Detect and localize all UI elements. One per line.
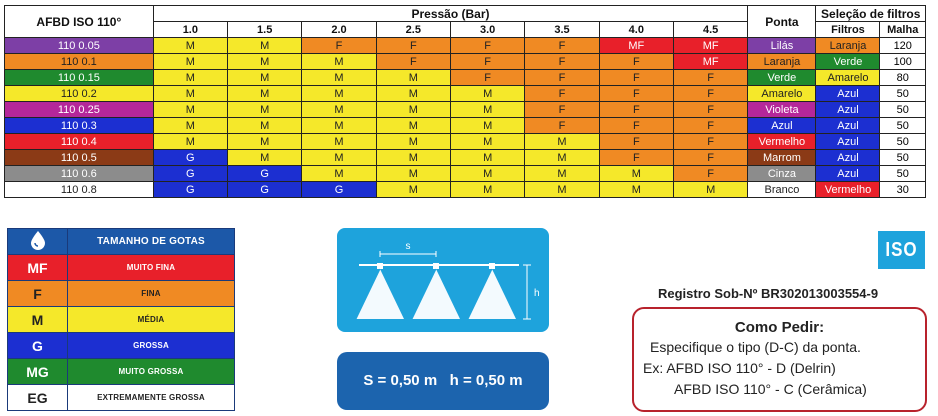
tip-color-cell: Verde <box>748 70 816 86</box>
droplet-size-cell: F <box>599 134 673 150</box>
legend-row <box>8 307 235 333</box>
tip-color-cell: Laranja <box>748 54 816 70</box>
table-row <box>5 150 926 166</box>
iso-logo <box>878 231 925 269</box>
how-to-order-line: AFBD ISO 110° - C (Cerâmica) <box>674 381 867 397</box>
filter-cell: Azul <box>816 86 880 102</box>
droplet-size-cell: F <box>525 70 599 86</box>
droplet-size-cell: M <box>450 102 524 118</box>
droplet-size-cell: F <box>599 86 673 102</box>
droplet-size-cell: M <box>228 54 302 70</box>
droplet-size-cell: F <box>376 54 450 70</box>
droplet-size-cell: F <box>450 70 524 86</box>
filter-cell: Verde <box>816 54 880 70</box>
tip-color-cell: Vermelho <box>748 134 816 150</box>
droplet-size-cell: M <box>525 150 599 166</box>
table-row <box>5 182 926 198</box>
droplet-size-cell: MF <box>599 38 673 54</box>
legend-icon-cell <box>8 229 68 255</box>
legend-label: GROSSA <box>68 333 235 359</box>
tip-color-cell: Amarelo <box>748 86 816 102</box>
tip-color-cell: Violeta <box>748 102 816 118</box>
filter-cell: Amarelo <box>816 70 880 86</box>
legend-row <box>8 281 235 307</box>
table-row <box>5 54 926 70</box>
model-cell: 110 0.8 <box>5 182 154 198</box>
droplet-size-cell: M <box>302 54 376 70</box>
tip-color-cell: Lilás <box>748 38 816 54</box>
droplet-size-cell: M <box>228 134 302 150</box>
legend-code: MF <box>8 255 68 281</box>
droplet-size-cell: F <box>525 86 599 102</box>
legend-code: M <box>8 307 68 333</box>
droplet-size-cell: M <box>228 102 302 118</box>
droplet-size-cell: F <box>673 70 747 86</box>
how-to-order-box <box>632 307 927 412</box>
droplet-size-cell: M <box>153 86 227 102</box>
table-row <box>5 102 926 118</box>
tip-color-cell: Cinza <box>748 166 816 182</box>
table-row <box>5 86 926 102</box>
droplet-size-cell: M <box>450 150 524 166</box>
droplet-size-cell: M <box>153 102 227 118</box>
droplet-size-cell: M <box>376 86 450 102</box>
legend-label: MUITO GROSSA <box>68 359 235 385</box>
pressure-col-header: 4.0 <box>599 22 673 38</box>
droplet-size-cell: MF <box>673 54 747 70</box>
droplet-size-cell: M <box>153 38 227 54</box>
mesh-cell: 50 <box>880 134 926 150</box>
droplet-size-cell: M <box>376 70 450 86</box>
legend-row <box>8 385 235 411</box>
droplet-size-cell: M <box>153 118 227 134</box>
droplet-icon <box>27 229 49 251</box>
model-cell: 110 0.4 <box>5 134 154 150</box>
droplet-size-cell: F <box>525 102 599 118</box>
droplet-size-cell: F <box>673 86 747 102</box>
pressure-col-header: 3.5 <box>525 22 599 38</box>
mesh-cell: 120 <box>880 38 926 54</box>
model-cell: 110 0.6 <box>5 166 154 182</box>
droplet-size-cell: F <box>525 118 599 134</box>
filters-col-header: Filtros <box>816 22 880 38</box>
droplet-size-cell: M <box>450 182 524 198</box>
model-cell: 110 0.25 <box>5 102 154 118</box>
mesh-cell: 80 <box>880 70 926 86</box>
droplet-size-cell: M <box>228 86 302 102</box>
droplet-size-cell: F <box>599 150 673 166</box>
droplet-size-cell: MF <box>673 38 747 54</box>
mesh-col-header: Malha <box>880 22 926 38</box>
droplet-size-cell: G <box>228 166 302 182</box>
droplet-size-cell: M <box>376 150 450 166</box>
filter-cell: Azul <box>816 166 880 182</box>
droplet-size-cell: M <box>599 166 673 182</box>
droplet-size-cell: M <box>525 166 599 182</box>
droplet-size-cell: M <box>302 150 376 166</box>
spacing-diagram <box>337 228 549 332</box>
droplet-size-cell: F <box>599 102 673 118</box>
mesh-cell: 50 <box>880 102 926 118</box>
mesh-cell: 50 <box>880 150 926 166</box>
filter-cell: Azul <box>816 118 880 134</box>
legend-label: MUITO FINA <box>68 255 235 281</box>
spray-tip-table <box>4 5 926 198</box>
table-row <box>5 166 926 182</box>
droplet-size-cell: M <box>302 70 376 86</box>
filter-cell: Laranja <box>816 38 880 54</box>
droplet-size-cell: M <box>376 182 450 198</box>
droplet-size-cell: M <box>450 166 524 182</box>
filter-cell: Azul <box>816 150 880 166</box>
droplet-size-cell: G <box>153 166 227 182</box>
model-cell: 110 0.05 <box>5 38 154 54</box>
table-row <box>5 134 926 150</box>
droplet-size-cell: F <box>302 38 376 54</box>
registration-number: Registro Sob-Nº BR302013003554-9 <box>658 286 879 301</box>
nozzle-spacing-illustration <box>337 228 549 332</box>
model-cell: 110 0.5 <box>5 150 154 166</box>
droplet-size-cell: F <box>673 134 747 150</box>
spacing-label: s <box>405 241 411 252</box>
droplet-size-cell: M <box>302 86 376 102</box>
droplet-size-cell: F <box>673 102 747 118</box>
droplet-size-cell: M <box>376 102 450 118</box>
how-to-order-line: Especifique o tipo (D-C) da ponta. <box>650 339 861 355</box>
model-cell: 110 0.3 <box>5 118 154 134</box>
droplet-size-cell: M <box>228 150 302 166</box>
droplet-size-cell: M <box>302 102 376 118</box>
legend-row <box>8 255 235 281</box>
droplet-size-cell: M <box>153 54 227 70</box>
mesh-cell: 50 <box>880 166 926 182</box>
legend-code: G <box>8 333 68 359</box>
pressure-col-header: 2.5 <box>376 22 450 38</box>
filter-cell: Azul <box>816 134 880 150</box>
legend-code: EG <box>8 385 68 411</box>
droplet-size-cell: M <box>450 118 524 134</box>
table-row <box>5 70 926 86</box>
droplet-size-cell: G <box>228 182 302 198</box>
droplet-size-cell: M <box>228 38 302 54</box>
legend-label: MÉDIA <box>68 307 235 333</box>
droplet-size-cell: F <box>450 54 524 70</box>
legend-header-row <box>8 229 235 255</box>
droplet-size-cell: M <box>302 118 376 134</box>
table-row <box>5 118 926 134</box>
filter-cell: Azul <box>816 102 880 118</box>
table-row <box>5 38 926 54</box>
table-title: AFBD ISO 110° <box>5 6 154 38</box>
droplet-size-cell: M <box>376 118 450 134</box>
pressure-col-header: 1.0 <box>153 22 227 38</box>
droplet-size-legend <box>7 228 235 411</box>
droplet-size-cell: F <box>525 54 599 70</box>
droplet-size-cell: F <box>376 38 450 54</box>
model-cell: 110 0.1 <box>5 54 154 70</box>
droplet-size-cell: G <box>153 150 227 166</box>
mesh-cell: 30 <box>880 182 926 198</box>
mesh-cell: 50 <box>880 86 926 102</box>
droplet-size-cell: M <box>599 182 673 198</box>
droplet-size-cell: F <box>450 38 524 54</box>
filter-cell: Vermelho <box>816 182 880 198</box>
height-label: h <box>534 288 540 299</box>
pressure-col-header: 4.5 <box>673 22 747 38</box>
mesh-cell: 100 <box>880 54 926 70</box>
mesh-cell: 50 <box>880 118 926 134</box>
filter-header: Seleção de filtros <box>816 6 926 22</box>
tip-color-cell: Azul <box>748 118 816 134</box>
legend-label: EXTREMAMENTE GROSSA <box>68 385 235 411</box>
pressure-col-header: 3.0 <box>450 22 524 38</box>
how-to-order-title: Como Pedir: <box>734 319 825 336</box>
droplet-size-cell: F <box>673 118 747 134</box>
spacing-formula: S = 0,50 m h = 0,50 m <box>337 352 549 410</box>
droplet-size-cell: F <box>599 70 673 86</box>
legend-code: F <box>8 281 68 307</box>
pressure-header: Pressão (Bar) <box>153 6 748 22</box>
legend-header-label: TAMANHO DE GOTAS <box>68 229 235 255</box>
droplet-size-cell: M <box>376 166 450 182</box>
model-cell: 110 0.2 <box>5 86 154 102</box>
droplet-size-cell: M <box>228 118 302 134</box>
droplet-size-cell: F <box>599 118 673 134</box>
droplet-size-cell: F <box>673 166 747 182</box>
droplet-size-cell: M <box>302 166 376 182</box>
droplet-size-cell: F <box>599 54 673 70</box>
droplet-size-cell: G <box>302 182 376 198</box>
model-cell: 110 0.15 <box>5 70 154 86</box>
droplet-size-cell: M <box>673 182 747 198</box>
pressure-col-header: 1.5 <box>228 22 302 38</box>
droplet-size-cell: F <box>673 150 747 166</box>
legend-code: MG <box>8 359 68 385</box>
droplet-size-cell: M <box>450 86 524 102</box>
droplet-size-cell: M <box>525 134 599 150</box>
tip-header: Ponta <box>748 6 816 38</box>
tip-color-cell: Marrom <box>748 150 816 166</box>
legend-row <box>8 333 235 359</box>
droplet-size-cell: M <box>302 134 376 150</box>
droplet-size-cell: M <box>525 182 599 198</box>
tip-color-cell: Branco <box>748 182 816 198</box>
droplet-size-cell: M <box>153 70 227 86</box>
droplet-size-cell: M <box>153 134 227 150</box>
iso-logo-text: ISO <box>885 238 918 261</box>
legend-label: FINA <box>68 281 235 307</box>
droplet-size-cell: G <box>153 182 227 198</box>
pressure-col-header: 2.0 <box>302 22 376 38</box>
how-to-order-line: Ex: AFBD ISO 110° - D (Delrin) <box>643 360 836 376</box>
droplet-size-cell: M <box>450 134 524 150</box>
droplet-size-cell: F <box>525 38 599 54</box>
droplet-size-cell: M <box>376 134 450 150</box>
legend-row <box>8 359 235 385</box>
droplet-size-cell: M <box>228 70 302 86</box>
